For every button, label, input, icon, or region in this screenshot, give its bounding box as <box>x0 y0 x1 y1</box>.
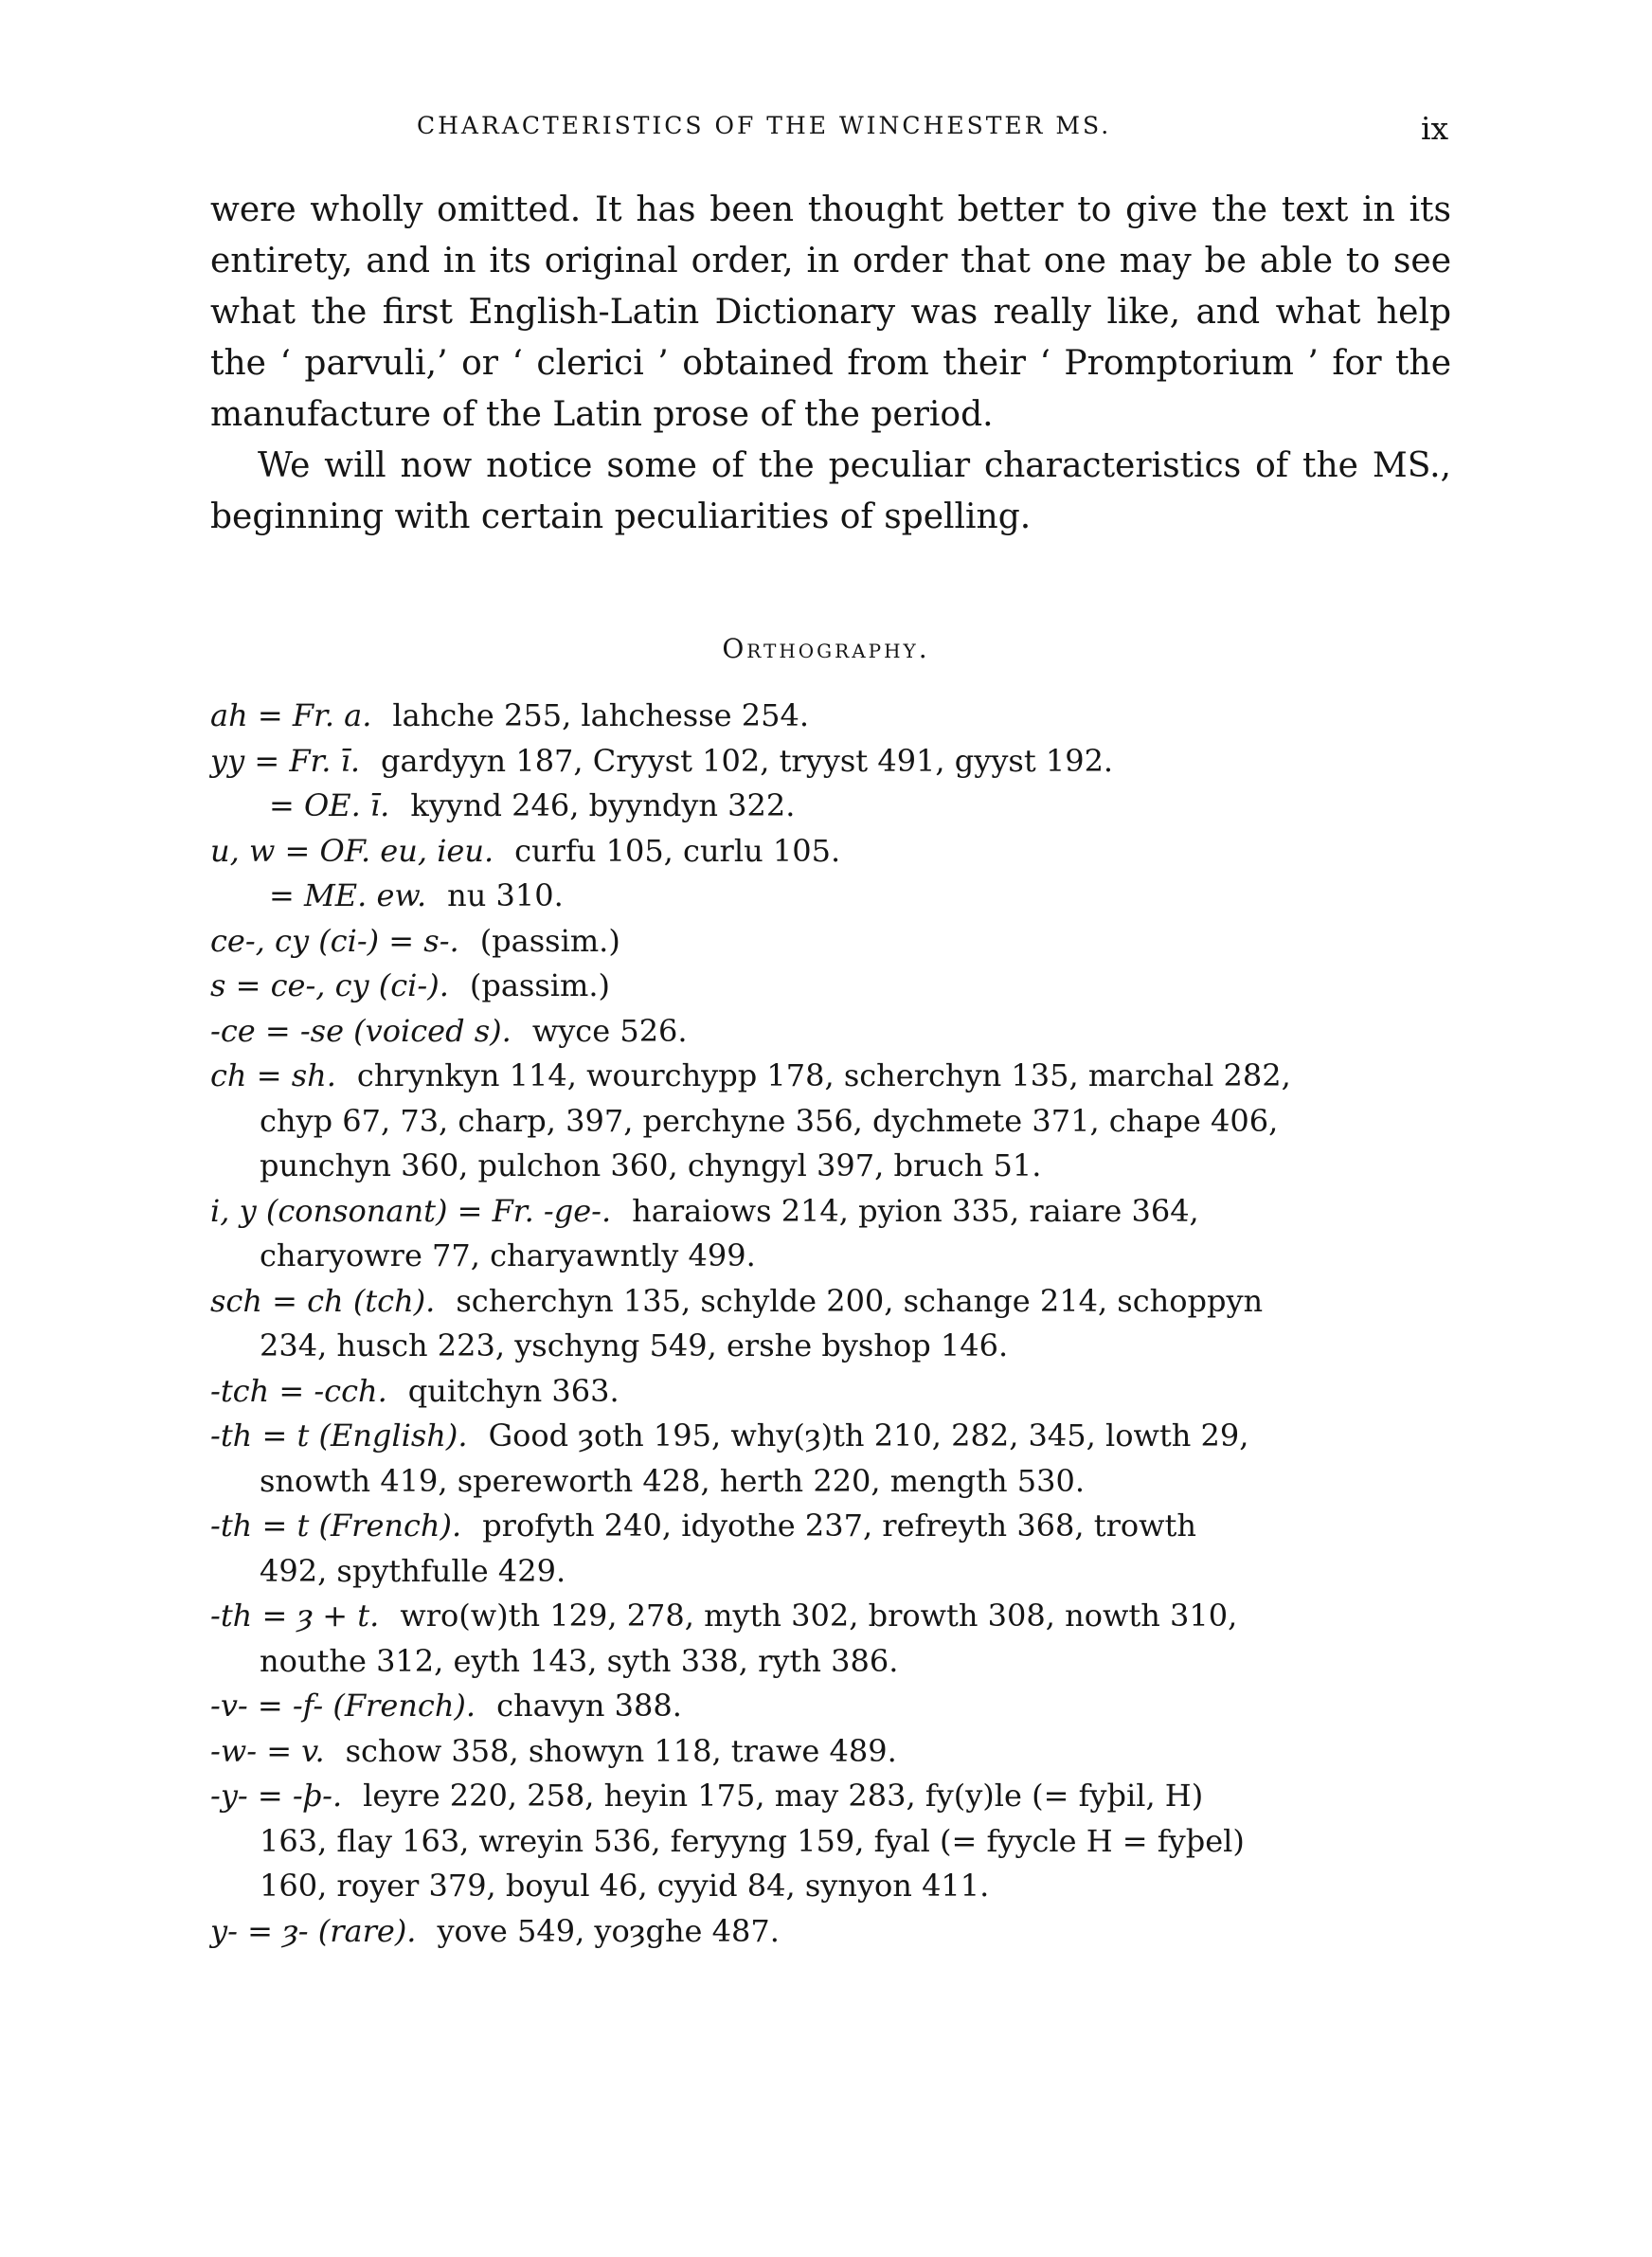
entry-examples: wro(w)th 129, 278, myth 302, browth 308, nowth 310, <box>400 1598 1238 1634</box>
orthography-entry <box>210 1054 1451 1189</box>
entry-examples: profyth 240, idyothe 237, refreyth 368, trowth <box>482 1508 1197 1544</box>
entry-lemma: -v- = -f- (French). <box>210 1688 476 1724</box>
orthography-list <box>210 694 1451 1954</box>
entry-lemma: yy = Fr. ī. <box>210 742 361 779</box>
intro-paragraph-2: We will now notice some of the peculiar characteristics of the MS., beginning with certain peculiarities of spelling. <box>210 446 1451 536</box>
entry-lemma: -th = ȝ + t. <box>210 1598 380 1634</box>
orthography-entry <box>210 1729 1451 1775</box>
entry-lemma: = ME. ew. <box>269 877 427 913</box>
entry-examples: charyowre 77, charyawntly 499. <box>260 1237 756 1273</box>
entry-examples: curfu 105, curlu 105. <box>514 832 841 869</box>
entry-examples: kyynd 246, byyndyn 322. <box>410 787 796 823</box>
orthography-entry <box>210 694 1451 739</box>
entry-examples: punchyn 360, pulchon 360, chyngyl 397, bruch 51. <box>260 1147 1042 1183</box>
entry-examples: (passim.) <box>479 922 620 959</box>
entry-examples: 234, husch 223, yschyng 549, ershe byshop 146. <box>260 1327 1009 1363</box>
intro-text <box>210 185 1451 543</box>
orthography-entry <box>210 1414 1451 1504</box>
entry-examples: chavyn 388. <box>496 1688 682 1724</box>
entry-examples: 160, royer 379, boyul 46, cyyid 84, synyon 411. <box>260 1868 990 1904</box>
entry-examples: chrynkyn 114, wourchypp 178, scherchyn 135, marchal 282, <box>356 1057 1291 1093</box>
entry-examples: gardyyn 187, Cryyst 102, tryyst 491, gyyst 192. <box>381 742 1114 779</box>
entry-examples: 163, flay 163, wreyin 536, feryyng 159, fyal (= fyycle H = fyþel) <box>260 1822 1245 1859</box>
entry-examples: schow 358, showyn 118, trawe 489. <box>345 1732 897 1769</box>
entry-lemma: -tch = -cch. <box>210 1372 387 1409</box>
orthography-entry <box>210 1369 1451 1415</box>
section-heading: Orthography. <box>722 633 930 664</box>
entry-examples: yove 549, yoȝghe 487. <box>437 1912 780 1949</box>
orthography-entry <box>210 829 1451 875</box>
entry-lemma: -th = t (English). <box>210 1417 468 1454</box>
orthography-entry <box>210 1504 1451 1594</box>
entry-lemma: sch = ch (tch). <box>210 1282 436 1319</box>
orthography-entry <box>210 739 1451 785</box>
entry-lemma: i, y (consonant) = Fr. -ge-. <box>210 1192 612 1229</box>
entry-examples: lahche 255, lahchesse 254. <box>392 697 809 733</box>
entry-lemma: ce-, cy (ci-) = s-. <box>210 922 459 959</box>
entry-examples: scherchyn 135, schylde 200, schange 214, schoppyn <box>456 1282 1264 1319</box>
orthography-entry <box>210 1189 1451 1279</box>
entry-examples: quitchyn 363. <box>407 1372 620 1409</box>
entry-lemma: = OE. ī. <box>269 787 390 823</box>
running-title: CHARACTERISTICS OF THE WINCHESTER MS. <box>417 112 1112 139</box>
entry-examples: wyce 526. <box>531 1012 688 1049</box>
entry-examples: leyre 220, 258, heyin 175, may 283, fy(y)le (= fyþil, H) <box>363 1778 1204 1814</box>
orthography-entry <box>210 784 1451 829</box>
page-number: ix <box>1421 110 1449 147</box>
orthography-entry <box>210 919 1451 965</box>
orthography-entry <box>210 1909 1451 1955</box>
entry-lemma: -th = t (French). <box>210 1508 462 1544</box>
entry-examples: 492, spythfulle 429. <box>260 1552 566 1589</box>
orthography-entry <box>210 1774 1451 1909</box>
orthography-entry <box>210 1594 1451 1684</box>
entry-lemma: u, w = OF. eu, ieu. <box>210 832 494 869</box>
entry-lemma: -y- = -þ-. <box>210 1778 343 1814</box>
orthography-entry <box>210 1009 1451 1055</box>
entry-lemma: y- = ȝ- (rare). <box>210 1912 417 1949</box>
orthography-entry <box>210 964 1451 1009</box>
entry-lemma: s = ce-, cy (ci-). <box>210 967 449 1003</box>
orthography-entry <box>210 1684 1451 1729</box>
entry-lemma: ch = sh. <box>210 1057 336 1093</box>
orthography-entry <box>210 1279 1451 1369</box>
orthography-entry <box>210 874 1451 919</box>
entry-lemma: -ce = -se (voiced s). <box>210 1012 512 1049</box>
entry-examples: nu 310. <box>447 877 564 913</box>
entry-examples: Good ȝoth 195, why(ȝ)th 210, 282, 345, lowth 29, <box>488 1417 1249 1454</box>
intro-paragraph-1: were wholly omitted. It has been thought better to give the text in its entirety, and in its original order, in order that one may be able to see what the first English-Latin Dictionary was really like, and what help the ‘ parvuli,’ or ‘ clerici ’ obtained from their ‘ Promptorium ’ for the manufacture of the Latin prose of the period. <box>210 190 1451 434</box>
entry-examples: (passim.) <box>469 967 610 1003</box>
entry-examples: nouthe 312, eyth 143, syth 338, ryth 386. <box>260 1642 899 1679</box>
entry-examples: haraiows 214, pyion 335, raiare 364, <box>632 1192 1199 1229</box>
entry-examples: snowth 419, spereworth 428, herth 220, mength 530. <box>260 1462 1086 1499</box>
entry-lemma: ah = Fr. a. <box>210 697 372 733</box>
entry-examples: chyp 67, 73, charp, 397, perchyne 356, dychmete 371, chape 406, <box>260 1102 1279 1139</box>
entry-lemma: -w- = v. <box>210 1732 325 1769</box>
